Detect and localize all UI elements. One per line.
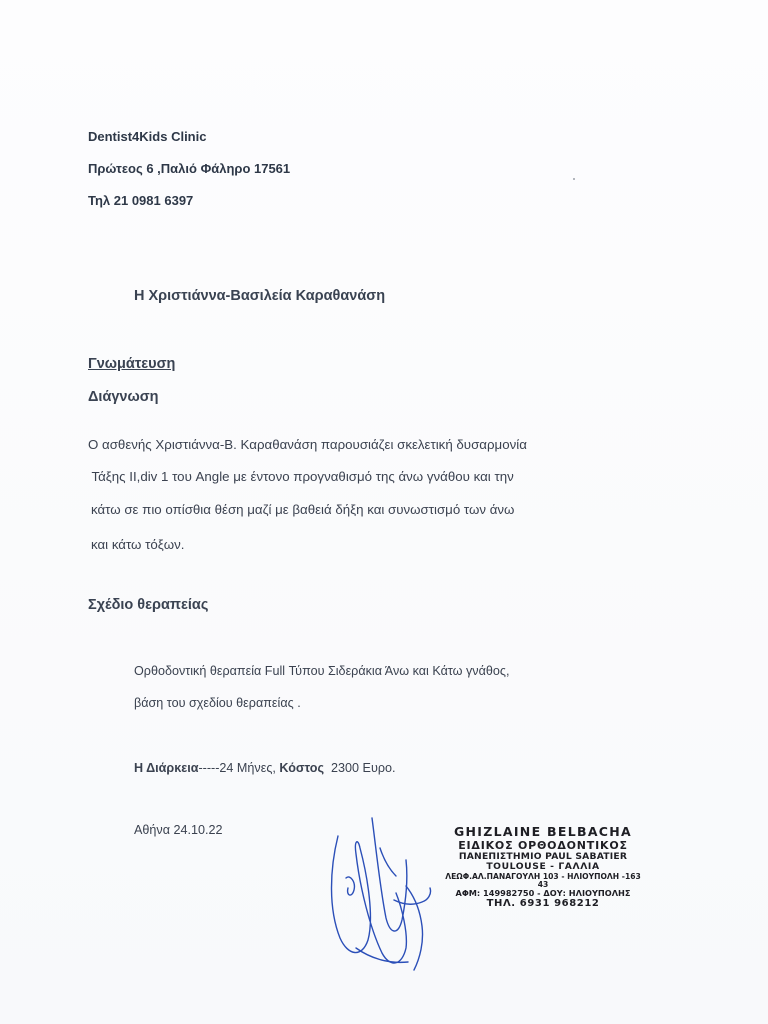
duration-cost-line xyxy=(134,761,396,775)
stamp-address: ΛΕΩΦ.ΑΛ.ΠΑΝΑΓΟΥΛΗ 103 - ΗΛΙΟΥΠΟΛΗ -163 43 xyxy=(445,871,641,889)
duration-value: -----24 Μήνες, xyxy=(198,761,276,775)
duration-label: Η Διάρκεια xyxy=(134,761,199,775)
stamp-phone: ΤΗΛ. 6931 968212 xyxy=(486,898,600,910)
cost-label: Κόστος xyxy=(279,761,325,775)
diagnosis-line: κάτω σε πιο οπίσθια θέση μαζί με βαθειά δήξη και συνωστισμό των άνω xyxy=(91,502,515,517)
place-date: Αθήνα 24.10.22 xyxy=(134,823,223,837)
clinic-address: Πρώτεος 6 ,Παλιό Φάληρο 17561 xyxy=(88,161,291,176)
stamp-title: ΕΙΔΙΚΟΣ ΟΡΘΟΔΟΝΤΙΚΟΣ xyxy=(458,838,628,852)
opinion-heading: Γνωμάτευση xyxy=(88,356,176,372)
stamp-name: GHIZLAINE BELBACHA xyxy=(453,824,633,839)
diagnosis-line: Ο ασθενής Χριστιάννα-Β. Καραθανάση παρουσιάζει σκελετική δυσαρμονία xyxy=(88,437,527,452)
stamp-city: TOULOUSE - ΓΑΛΛΙΑ xyxy=(486,860,600,872)
signature xyxy=(310,808,450,978)
stamp-tax: ΑΦΜ: 149982750 - ΔΟΥ: ΗΛΙΟΥΠΟΛΗΣ xyxy=(455,888,631,899)
clinic-phone: Τηλ 21 0981 6397 xyxy=(88,193,194,208)
stamp-university: ΠΑΝΕΠΙΣΤΗΜΙΟ PAUL SABATIER xyxy=(458,850,628,862)
treatment-heading: Σχέδιο θεραπείας xyxy=(88,597,209,613)
doctor-stamp xyxy=(440,826,646,909)
scan-speck xyxy=(573,178,575,180)
diagnosis-heading: Διάγνωση xyxy=(88,389,159,405)
treatment-line: βάση του σχεδίου θεραπείας . xyxy=(134,696,301,710)
patient-name: Η Χριστιάννα-Βασιλεία Καραθανάση xyxy=(134,288,386,304)
cost-value: 2300 Ευρο. xyxy=(331,761,396,775)
diagnosis-line: και κάτω τόξων. xyxy=(91,537,185,552)
diagnosis-line: Τάξης ΙΙ,div 1 του Angle με έντονο προγναθισμό της άνω γνάθου και την xyxy=(88,469,514,484)
treatment-line: Ορθοδοντική θεραπεία Full Τύπου Σιδεράκια Άνω και Κάτω γνάθος, xyxy=(134,664,510,678)
clinic-name: Dentist4Kids Clinic xyxy=(88,129,207,144)
